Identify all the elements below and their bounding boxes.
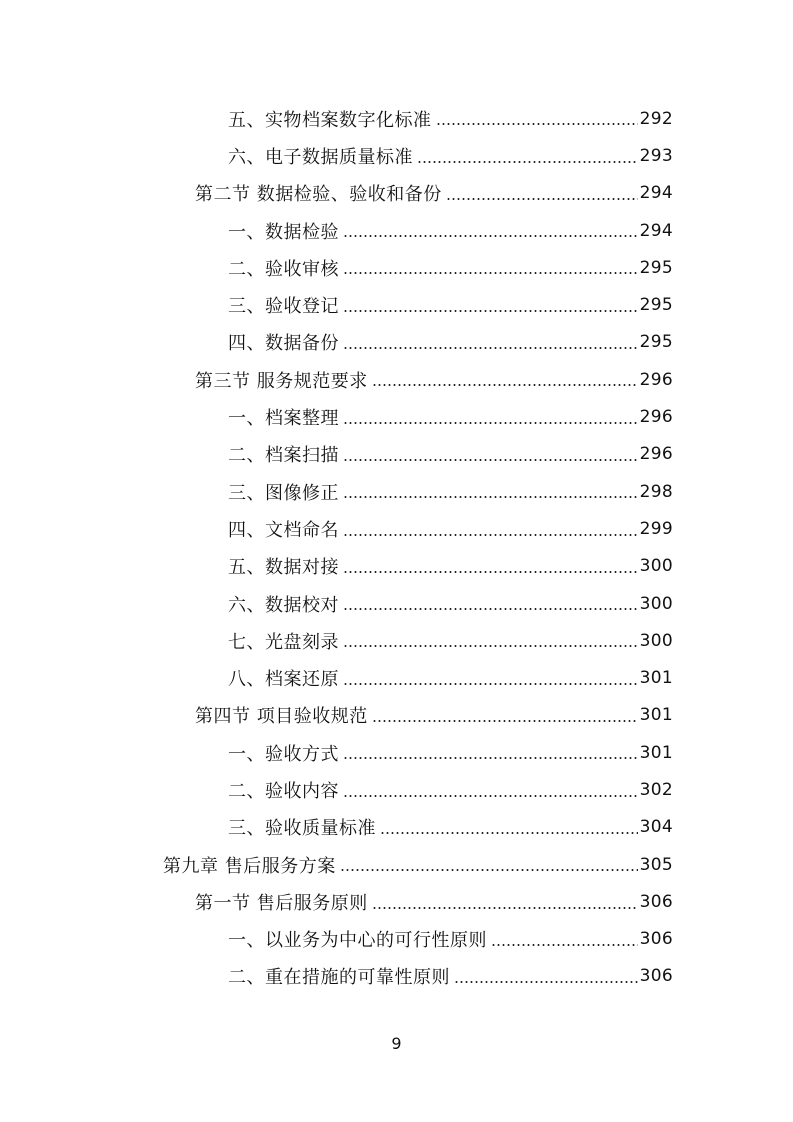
toc-entry-page: 301 — [639, 668, 673, 689]
toc-entry-page: 304 — [639, 817, 673, 838]
toc-entry-title: 第二节 数据检验、验收和备份 — [195, 184, 442, 206]
toc-entry-title: 六、数据校对 — [228, 594, 339, 616]
toc-entry-title: 第四节 项目验收规范 — [195, 706, 368, 728]
toc-dot-leader — [343, 310, 638, 312]
toc-entry-page: 300 — [639, 556, 673, 577]
toc-entry-page: 299 — [639, 518, 673, 539]
toc-dot-leader — [372, 384, 638, 386]
toc-entry[interactable] — [0, 771, 793, 808]
toc-entry[interactable] — [0, 436, 793, 473]
toc-dot-leader — [343, 459, 638, 461]
toc-entry-page: 300 — [639, 593, 673, 614]
toc-dot-leader — [372, 720, 638, 722]
toc-entry-title: 三、图像修正 — [228, 482, 339, 504]
toc-entry-title: 第九章 售后服务方案 — [163, 855, 336, 877]
toc-entry[interactable] — [0, 324, 793, 361]
toc-entry-title: 五、实物档案数字化标准 — [228, 109, 432, 131]
toc-entry-title: 第一节 售后服务原则 — [195, 892, 368, 914]
toc-entry-title: 八、档案还原 — [228, 669, 339, 691]
toc-entry-title: 三、验收登记 — [228, 296, 339, 318]
toc-dot-leader — [491, 944, 638, 946]
toc-entry-title: 三、验收质量标准 — [228, 818, 376, 840]
toc-dot-leader — [343, 645, 638, 647]
toc-entry-title: 一、以业务为中心的可行性原则 — [228, 930, 487, 952]
toc-entry-title: 第三节 服务规范要求 — [195, 370, 368, 392]
toc-entry[interactable] — [0, 697, 793, 734]
toc-dot-leader — [380, 832, 638, 834]
toc-entry[interactable] — [0, 846, 793, 883]
toc-entry[interactable] — [0, 585, 793, 622]
toc-entry[interactable] — [0, 510, 793, 547]
toc-entry[interactable] — [0, 659, 793, 696]
toc-entry-page: 296 — [639, 369, 673, 390]
toc-entry-page: 296 — [639, 444, 673, 465]
toc-entry[interactable] — [0, 249, 793, 286]
toc-dot-leader — [372, 907, 638, 909]
page-number: 9 — [391, 1034, 402, 1053]
toc-entry[interactable] — [0, 883, 793, 920]
toc-entry-title: 二、重在措施的可靠性原则 — [228, 967, 450, 989]
toc-entry[interactable] — [0, 398, 793, 435]
toc-entry-page: 298 — [639, 481, 673, 502]
toc-dot-leader — [343, 571, 638, 573]
toc-entry[interactable] — [0, 175, 793, 212]
toc-entry[interactable] — [0, 286, 793, 323]
toc-entry-title: 四、文档命名 — [228, 519, 339, 541]
toc-entry[interactable] — [0, 137, 793, 174]
toc-dot-leader — [343, 496, 638, 498]
toc-entry[interactable] — [0, 921, 793, 958]
toc-dot-leader — [343, 347, 638, 349]
toc-entry-title: 四、数据备份 — [228, 333, 339, 355]
toc-entry[interactable] — [0, 548, 793, 585]
toc-entry-page: 294 — [639, 183, 673, 204]
toc-entry-title: 二、验收审核 — [228, 258, 339, 280]
toc-entry-page: 306 — [639, 929, 673, 950]
toc-entry-page: 301 — [639, 742, 673, 763]
toc-dot-leader — [343, 422, 638, 424]
toc-entry-title: 二、档案扫描 — [228, 445, 339, 467]
toc-dot-leader — [343, 683, 638, 685]
toc-dot-leader — [417, 161, 638, 163]
toc-entry-title: 五、数据对接 — [228, 557, 339, 579]
toc-entry-page: 306 — [639, 966, 673, 987]
toc-dot-leader — [343, 534, 638, 536]
toc-entry-page: 295 — [639, 257, 673, 278]
toc-dot-leader — [454, 981, 638, 983]
toc-entry[interactable] — [0, 622, 793, 659]
toc-entry-page: 306 — [639, 891, 673, 912]
toc-dot-leader — [343, 272, 638, 274]
toc-dot-leader — [343, 757, 638, 759]
toc-entry-title: 七、光盘刻录 — [228, 631, 339, 653]
toc-dot-leader — [343, 608, 638, 610]
toc-entry-title: 六、电子数据质量标准 — [228, 146, 413, 168]
toc-entry[interactable] — [0, 100, 793, 137]
toc-dot-leader — [436, 123, 638, 125]
toc-entry-page: 296 — [639, 407, 673, 428]
toc-entry[interactable] — [0, 212, 793, 249]
toc-entry-page: 295 — [639, 332, 673, 353]
toc-entry[interactable] — [0, 361, 793, 398]
toc-dot-leader — [446, 198, 638, 200]
toc-entry[interactable] — [0, 473, 793, 510]
toc-entry-page: 301 — [639, 705, 673, 726]
toc-entry[interactable] — [0, 958, 793, 995]
toc-entry-title: 一、验收方式 — [228, 743, 339, 765]
toc-entry-title: 二、验收内容 — [228, 780, 339, 802]
toc-entry-page: 302 — [639, 779, 673, 800]
toc-entry-page: 293 — [639, 145, 673, 166]
toc-entry-page: 294 — [639, 220, 673, 241]
toc-entry[interactable] — [0, 734, 793, 771]
toc-dot-leader — [340, 869, 638, 871]
toc-entry-title: 一、档案整理 — [228, 408, 339, 430]
toc-entry-page: 295 — [639, 295, 673, 316]
toc-entry[interactable] — [0, 809, 793, 846]
toc-dot-leader — [343, 795, 638, 797]
toc-entry-page: 300 — [639, 630, 673, 651]
table-of-contents — [0, 100, 793, 995]
toc-entry-title: 一、数据检验 — [228, 221, 339, 243]
toc-dot-leader — [343, 235, 638, 237]
toc-entry-page: 292 — [639, 108, 673, 129]
toc-entry-page: 305 — [639, 854, 673, 875]
